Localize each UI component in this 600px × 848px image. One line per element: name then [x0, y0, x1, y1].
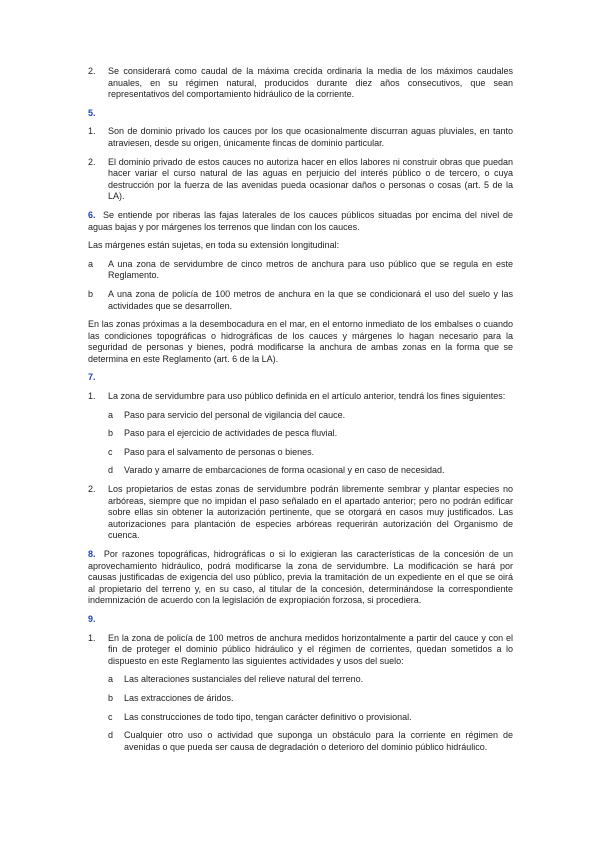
list-marker: b	[108, 692, 114, 703]
list-item-text: Cualquier otro uso o actividad que suponga un obstáculo para la corriente en régimen de avenidas o que pueda ser causa de degradación o deterioro del dominio público hidráulico.	[124, 730, 513, 752]
list-item-text: Varado y amarre de embarcaciones de forma ocasional y en caso de necesidad.	[124, 465, 445, 476]
list-item	[88, 289, 513, 312]
list-item-text: En la zona de policía de 100 metros de anchura medidos horizontalmente a partir del cauce y con el fin de proteger el dominio público hidráulico y el régimen de corrientes, quedan sometidos a lo dispuesto en este Reglamento las siguientes actividades y usos del suelo:	[108, 632, 513, 666]
list-marker: b	[108, 428, 114, 439]
paragraph-text: Por razones topográficas, hidrográficas o si lo exigieran las características de la concesión de un aprovechamiento hidráulico, podrá modificarse la zona de servidumbre. La modificación se hará por causas justificadas de exigencia del uso público, previa la tramitación de un expediente en el que se oirá al propietario del terreno y, en su caso, al titular de la concesión, determinándose la correspondiente indemnización de acuerdo con la legislación de expropiación forzosa, si procediera.	[88, 549, 513, 606]
paragraph: Las márgenes están sujetas, en toda su extensión longitudinal:	[88, 240, 340, 251]
article-6-paragraph	[88, 210, 513, 233]
list-item	[88, 66, 513, 101]
list-item-text: Paso para el ejercicio de actividades de pesca fluvial.	[124, 428, 338, 439]
list-item-text: La zona de servidumbre para uso público definida en el artículo anterior, tendrá los fines siguientes:	[108, 391, 506, 402]
list-marker: a	[88, 258, 94, 269]
sub-list-item	[88, 674, 513, 686]
list-marker: a	[108, 409, 114, 420]
article-number-7: 7.	[88, 372, 96, 383]
list-item-text: Las construcciones de todo tipo, tengan carácter definitivo o provisional.	[124, 711, 412, 722]
sub-list-item	[88, 693, 513, 705]
list-marker: b	[88, 288, 94, 299]
list-item-text: Las alteraciones sustanciales del relieve natural del terreno.	[124, 674, 364, 685]
list-item	[88, 633, 513, 668]
list-marker: 2.	[88, 484, 96, 495]
sub-list-item	[88, 465, 513, 477]
list-item	[88, 259, 513, 282]
list-marker: 1.	[88, 126, 96, 137]
list-item-text: Los propietarios de estas zonas de servidumbre podrán libremente sembrar y plantar especies no arbóreas, siempre que no impidan el paso señalado en el apartado anterior; pero no podrán edificar sobre ellas sin obtener la autorización pertinente, que se otorgará en casos muy justificados. Las autorizaciones para plantación de especies arbóreas requerirán autorización del Organismo de cuenca.	[108, 484, 513, 541]
list-marker: 1.	[88, 632, 96, 643]
sub-list-item	[88, 428, 513, 440]
list-item-text: El dominio privado de estos cauces no autoriza hacer en ellos labores ni construir obras que puedan hacer variar el curso natural de las aguas en perjuicio del interés público o de tercero, o cuya destrucción por la fuerza de las avenidas pueda ocasionar daños o personas o cosas (art. 5 de la LA).	[108, 156, 513, 202]
list-item-text: Se considerará como caudal de la máxima crecida ordinaria la media de los máximos caudales anuales, en su régimen natural, producidos durante diez años consecutivos, que sean representativos del comportamiento hidráulico de la corriente.	[108, 66, 513, 100]
sub-list-item	[88, 730, 513, 753]
list-item	[88, 126, 513, 149]
list-item-text: Son de dominio privado los cauces por los que ocasionalmente discurran aguas pluviales, en tanto atraviesen, desde su origen, únicamente fincas de dominio particular.	[108, 126, 513, 148]
list-item	[88, 484, 513, 542]
list-item	[88, 391, 513, 403]
list-marker: c	[108, 446, 113, 457]
article-8-paragraph	[88, 549, 513, 607]
list-item-text: A una zona de servidumbre de cinco metros de anchura para uso público que se regula en este Reglamento.	[108, 258, 513, 281]
article-number-6: 6.	[88, 209, 96, 220]
list-item-text: A una zona de policía de 100 metros de anchura en la que se condicionará el uso del suelo y las actividades que se desarrollen.	[108, 288, 513, 311]
sub-list-item	[88, 712, 513, 724]
list-marker: a	[108, 674, 114, 685]
list-marker: 2.	[88, 156, 96, 167]
list-item-text: Las extracciones de áridos.	[124, 692, 234, 703]
list-marker: d	[108, 730, 114, 741]
sub-list-item	[88, 447, 513, 459]
list-item-text: Paso para servicio del personal de vigilancia del cauce.	[124, 409, 346, 420]
article-number-5: 5.	[88, 107, 96, 118]
list-item-text: Paso para el salvamento de personas o bienes.	[124, 446, 315, 457]
list-marker: d	[108, 465, 114, 476]
article-number-8: 8.	[88, 549, 96, 559]
sub-list-item	[88, 410, 513, 422]
list-item	[88, 157, 513, 203]
document-page	[88, 66, 513, 760]
list-marker: c	[108, 711, 113, 722]
paragraph: En las zonas próximas a la desembocadura en el mar, en el entorno inmediato de los embalses o cuando las condiciones topográficas o hidrográficas de los cauces y márgenes lo hagan necesario para la seguridad de personas y bienes, podrá modificarse la anchura de ambas zonas en la forma que se determina en este Reglamento (art. 6 de la LA).	[88, 319, 513, 364]
paragraph-text: Se entiende por riberas las fajas laterales de los cauces públicos situadas por encima del nivel de aguas bajas y por márgenes los terrenos que lindan con los cauces.	[88, 209, 513, 232]
list-marker: 1.	[88, 391, 96, 402]
article-number-9: 9.	[88, 613, 96, 624]
list-marker: 2.	[88, 66, 96, 76]
